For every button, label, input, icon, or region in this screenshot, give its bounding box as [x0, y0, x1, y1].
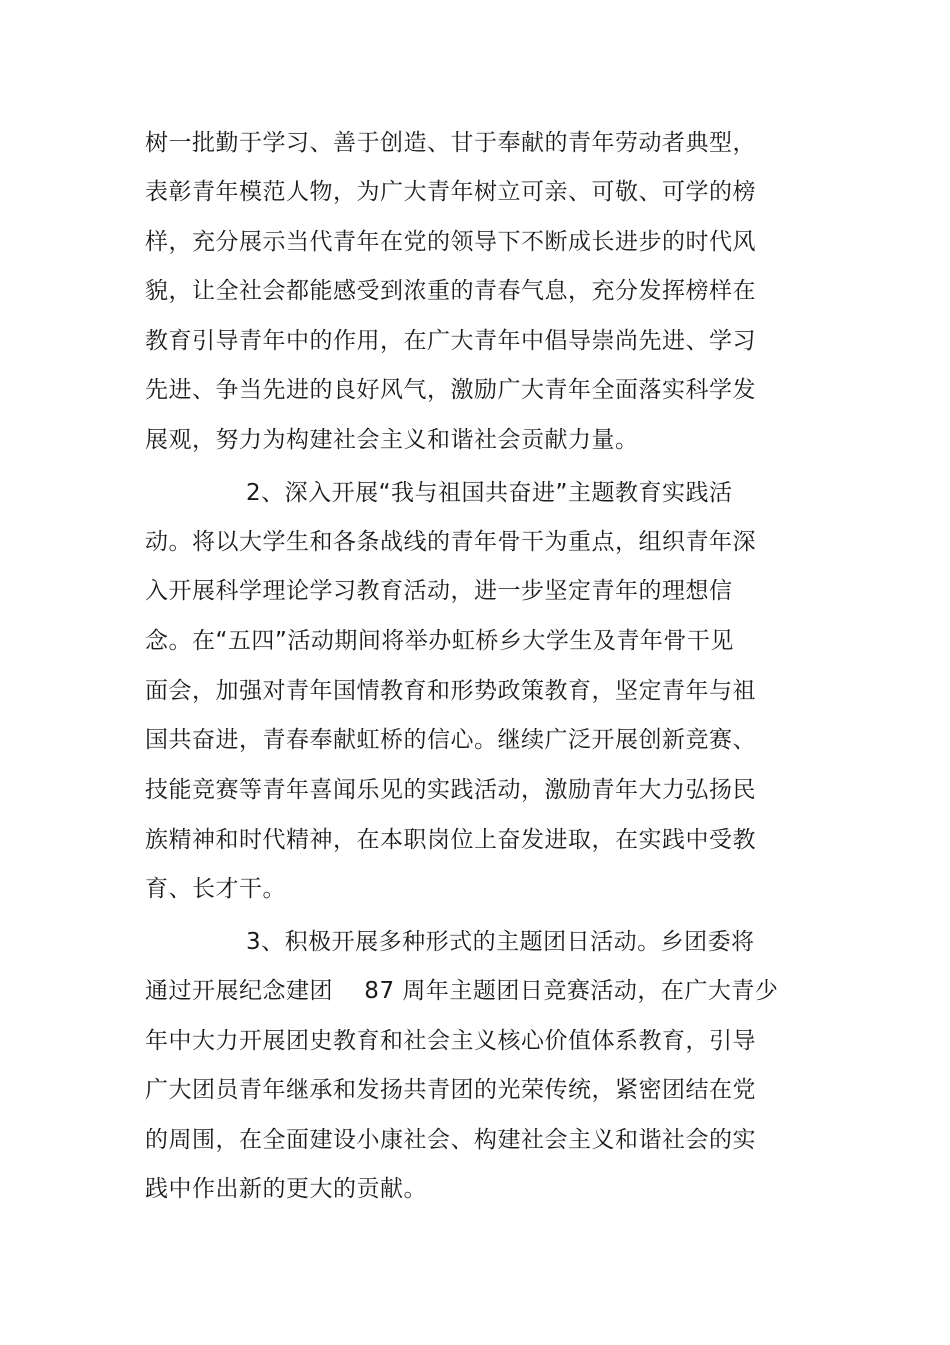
paragraph-3-start: 3、积极开展多种形式的主题团日活动。乡团委将	[246, 929, 755, 955]
text-line: 念。在“五四”活动期间将举办虹桥乡大学生及青年骨干见	[145, 628, 734, 654]
text-line: 样，充分展示当代青年在党的领导下不断成长进步的时代风	[145, 229, 756, 255]
text-line: 动。将以大学生和各条战线的青年骨干为重点，组织青年深	[145, 529, 756, 555]
text-line: 技能竞赛等青年喜闻乐见的实践活动，激励青年大力弘扬民	[145, 777, 756, 803]
text-line: 面会，加强对青年国情教育和形势政策教育，坚定青年与祖	[145, 678, 756, 704]
text-line: 年中大力开展团史教育和社会主义核心价值体系教育，引导	[145, 1028, 756, 1054]
text-line: 入开展科学理论学习教育活动，进一步坚定青年的理想信	[145, 578, 733, 604]
text-line: 践中作出新的更大的贡献。	[145, 1176, 427, 1202]
text-line: 貌，让全社会都能感受到浓重的青春气息，充分发挥榜样在	[145, 278, 756, 304]
text-line: 的周围，在全面建设小康社会、构建社会主义和谐社会的实	[145, 1127, 756, 1153]
text-line: 族精神和时代精神，在本职岗位上奋发进取，在实践中受教	[145, 827, 756, 853]
paragraph-2-start: 2、深入开展“我与祖国共奋进”主题教育实践活	[246, 480, 733, 506]
text-line: 展观，努力为构建社会主义和谐社会贡献力量。	[145, 427, 639, 453]
text-line: 国共奋进，青春奉献虹桥的信心。继续广泛开展创新竞赛、	[145, 727, 756, 753]
text-line: 先进、争当先进的良好风气，激励广大青年全面落实科学发	[145, 377, 756, 403]
text-line: 广大团员青年继承和发扬共青团的光荣传统，紧密团结在党	[145, 1077, 756, 1103]
text-line: 通过开展纪念建团 87 周年主题团日竞赛活动，在广大青少	[145, 978, 779, 1004]
text-line: 教育引导青年中的作用，在广大青年中倡导崇尚先进、学习	[145, 328, 756, 354]
text-line: 树一批勤于学习、善于创造、甘于奉献的青年劳动者典型，	[145, 130, 756, 156]
text-line: 育、长才干。	[145, 876, 286, 902]
text-line: 表彰青年模范人物，为广大青年树立可亲、可敬、可学的榜	[145, 179, 756, 205]
